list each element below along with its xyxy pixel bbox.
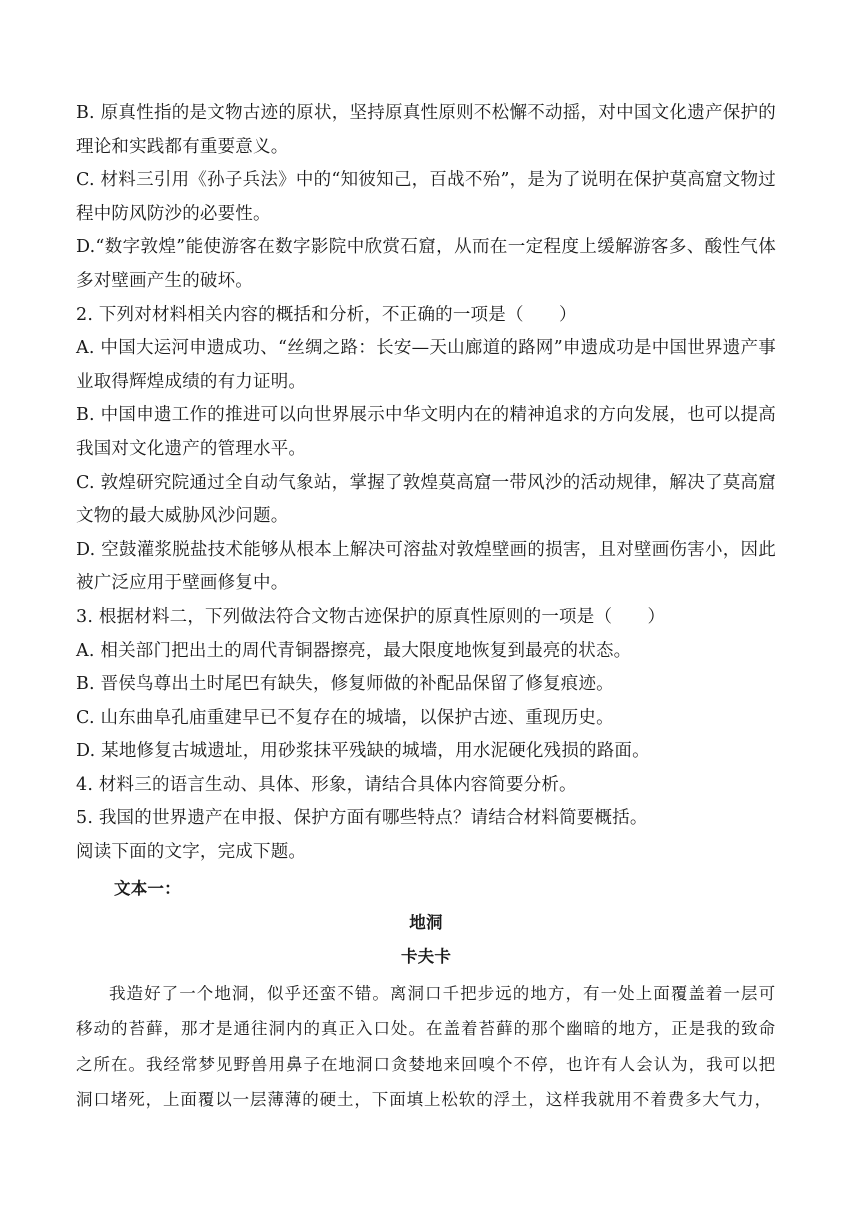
q3-option-b: B. 晋侯鸟尊出土时尾巴有缺失，修复师做的补配品保留了修复痕迹。 [76, 674, 614, 695]
q2-option-c: C. 敦煌研究院通过全自动气象站，掌握了敦煌莫高窟一带风沙的活动规律，解决了莫高窟文物的最大威胁风沙问题。 [76, 472, 776, 527]
option-c-sunzi: C. 材料三引用《孙子兵法》中的“知彼知己，百战不殆”，是为了说明在保护莫高窟文物过程中防风防沙的必要性。 [76, 170, 776, 224]
section-heading: 文本一： [114, 878, 181, 898]
question-5: 5. 我国的世界遗产在申报、保护方面有哪些特点？请结合材料简要概括。 [76, 808, 648, 829]
story-paragraph: 我造好了一个地洞，似乎还蛮不错。离洞口千把步远的地方，有一处上面覆盖着一层可移动的苔藓，那才是通往洞内的真正入口处。在盖着苔藓的那个幽暗的地方，正是我的致命之所在。我经常梦见野兽用鼻子在地洞口贪婪地来回嗅个不停，也许有人会认为，我可以把洞口堵死，上面覆以一层薄薄的硬土，下面填上松软的浮土，这样我就用不着费多大气力， [76, 983, 776, 1110]
option-b-originality: B. 原真性指的是文物古迹的原状，坚持原真性原则不松懈不动摇，对中国文化遗产保护的理论和实践都有重要意义。 [76, 103, 776, 157]
story-author: 卡夫卡 [400, 946, 452, 966]
question-4: 4. 材料三的语言生动、具体、形象，请结合具体内容简要分析。 [76, 774, 577, 795]
document-body [76, 97, 776, 1118]
q3-option-a: A. 相关部门把出土的周代青铜器擦亮，最大限度地恢复到最亮的状态。 [76, 640, 632, 661]
q3-option-d: D. 某地修复古城遗址，用砂浆抹平残缺的城墙，用水泥硬化残损的路面。 [76, 741, 650, 762]
q3-option-c: C. 山东曲阜孔庙重建早已不复存在的城墙，以保护古迹、重现历史。 [76, 707, 614, 728]
question-3: 3. 根据材料二，下列做法符合文物古迹保护的原真性原则的一项是（ ） [76, 606, 666, 627]
q2-option-a: A. 中国大运河申遗成功、“丝绸之路：长安—天山廊道的路网”申遗成功是中国世界遗产事业取得辉煌成绩的有力证明。 [76, 338, 776, 392]
q2-option-d: D. 空鼓灌浆脱盐技术能够从根本上解决可溶盐对敦煌壁画的损害，且对壁画伤害小，因此被广泛应用于壁画修复中。 [76, 539, 776, 594]
q2-option-b: B. 中国申遗工作的推进可以向世界展示中华文明内在的精神追求的方向发展，也可以提高我国对文化遗产的管理水平。 [76, 405, 776, 459]
story-title: 地洞 [409, 912, 443, 932]
reading-instruction: 阅读下面的文字，完成下题。 [76, 842, 307, 863]
question-2: 2. 下列对材料相关内容的概括和分析，不正确的一项是（ ） [76, 304, 577, 325]
story-text [76, 976, 776, 1118]
option-d-digital-dunhuang: D.“数字敦煌”能使游客在数字影院中欣赏石窟，从而在一定程度上缓解游客多、酸性气体多对壁画产生的破坏。 [76, 237, 776, 291]
